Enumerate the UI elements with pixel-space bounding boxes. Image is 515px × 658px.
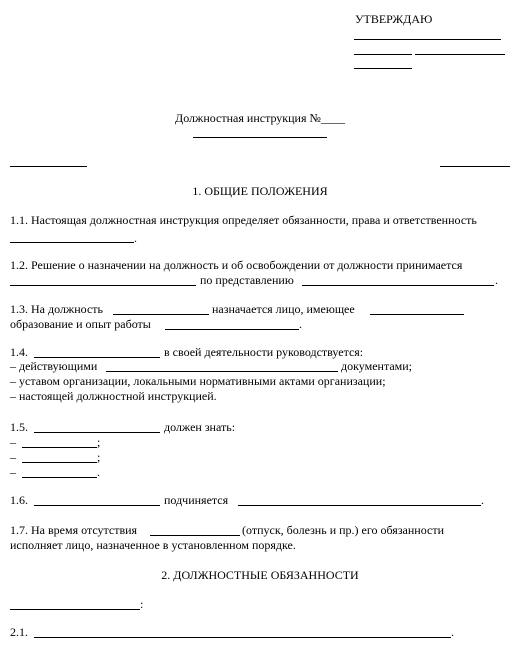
place-line bbox=[10, 166, 87, 167]
list-dash-1: – bbox=[10, 435, 16, 449]
para-1-2-blank-2 bbox=[302, 285, 494, 286]
title-underline bbox=[193, 137, 327, 138]
para-1-6-num: 1.6. bbox=[10, 493, 28, 507]
para-1-3-blank-1 bbox=[113, 314, 209, 315]
list-blank-3 bbox=[22, 477, 97, 478]
para-1-5-blank bbox=[34, 432, 160, 433]
approval-line-3 bbox=[354, 68, 412, 69]
para-1-3-mid: назначается лицо, имеющее bbox=[212, 302, 355, 316]
para-1-1-end: . bbox=[134, 231, 137, 245]
para-1-4-item-1-end: документами; bbox=[341, 359, 413, 373]
para-1-1: 1.1. Настоящая должностная инструкция определяет обязанности, права и ответственность bbox=[10, 213, 477, 227]
para-1-6-text: подчиняется bbox=[164, 493, 229, 507]
para-1-4-item-3: – настоящей должностной инструкцией. bbox=[10, 389, 217, 403]
para-1-5-num: 1.5. bbox=[10, 420, 28, 434]
para-1-1-blank bbox=[10, 242, 134, 243]
approval-line-2b bbox=[415, 54, 505, 55]
list-semicolon-1: ; bbox=[97, 435, 101, 449]
approval-line-1 bbox=[354, 39, 501, 40]
para-1-7-line2: исполняет лицо, назначенное в установленном порядке. bbox=[10, 538, 296, 552]
para-1-4-item-1: – действующими bbox=[10, 359, 98, 373]
date-line bbox=[440, 166, 510, 167]
list-period-3: . bbox=[97, 465, 100, 479]
para-1-3-end: . bbox=[299, 317, 302, 331]
approval-line-2a bbox=[354, 54, 412, 55]
para-1-2-end: . bbox=[495, 273, 498, 287]
para-1-6-blank-2 bbox=[238, 505, 481, 506]
para-1-3-line2: образование и опыт работы bbox=[10, 317, 151, 331]
list-dash-3: – bbox=[10, 465, 16, 479]
para-1-6-end: . bbox=[481, 493, 484, 507]
section-1-heading: 1. ОБЩИЕ ПОЛОЖЕНИЯ bbox=[192, 184, 328, 198]
para-1-2-blank-1 bbox=[10, 285, 196, 286]
para-1-5-text: должен знать: bbox=[164, 420, 236, 434]
list-blank-2 bbox=[22, 462, 97, 463]
para-1-6-blank-1 bbox=[34, 505, 160, 506]
para-1-7-line1: 1.7. На время отсутствия bbox=[10, 523, 138, 537]
para-2-1-blank bbox=[34, 637, 451, 638]
list-semicolon-2: ; bbox=[97, 450, 101, 464]
para-2-1-num: 2.1. bbox=[10, 625, 28, 639]
para-2-1-end: . bbox=[451, 625, 454, 639]
section-2-heading: 2. ДОЛЖНОСТНЫЕ ОБЯЗАННОСТИ bbox=[161, 568, 359, 582]
section-2-blank bbox=[10, 609, 140, 610]
document-title: Должностная инструкция №____ bbox=[175, 111, 345, 125]
list-blank-1 bbox=[22, 447, 97, 448]
para-1-4-text: в своей деятельности руководствуется: bbox=[164, 345, 364, 359]
para-1-4-item-2: – уставом организации, локальными нормативными актами организации; bbox=[10, 374, 386, 388]
para-1-7-blank bbox=[150, 535, 240, 536]
approval-title: УТВЕРЖДАЮ bbox=[355, 12, 433, 26]
para-1-4-num: 1.4. bbox=[10, 345, 28, 359]
para-1-7-mid: (отпуск, болезнь и пр.) его обязанности bbox=[242, 523, 445, 537]
para-1-4-blank-1 bbox=[34, 357, 160, 358]
para-1-3-blank-3 bbox=[165, 329, 299, 330]
para-1-3-blank-2 bbox=[370, 314, 464, 315]
para-1-2-line1: 1.2. Решение о назначении на должность и об освобождении от должности принимается bbox=[10, 258, 463, 272]
para-1-2-line2: по представлению bbox=[200, 273, 294, 287]
list-dash-2: – bbox=[10, 450, 16, 464]
para-1-3-line1: 1.3. На должность bbox=[10, 302, 103, 316]
para-1-4-blank-2 bbox=[106, 371, 338, 372]
section-2-colon: : bbox=[140, 597, 144, 611]
